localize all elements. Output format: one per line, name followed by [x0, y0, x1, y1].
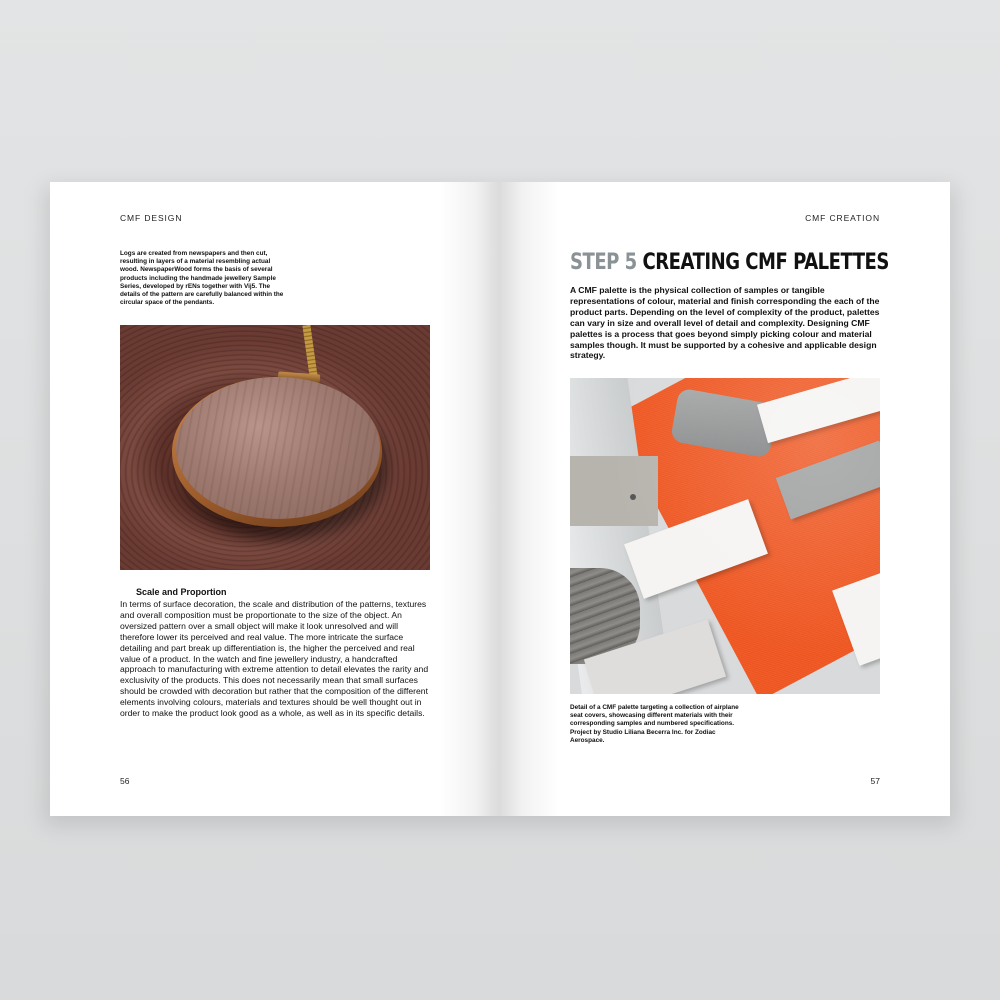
section-heading: Scale and Proportion	[136, 587, 227, 597]
left-running-head: CMF DESIGN	[120, 213, 183, 223]
photo-light	[570, 378, 880, 694]
right-gutter-shadow	[499, 182, 559, 816]
right-page	[499, 182, 950, 816]
left-page	[50, 182, 499, 816]
step-title	[570, 250, 889, 275]
pendant-photo	[120, 325, 430, 570]
palette-intro-text: A CMF palette is the physical collection of samples or tangible representations of colour, material and finish corresponding the each of the product parts. Depending on the level of complexity of the product, palettes can vary in size and overall level of detail and complexity. Designing CMF palettes is a process that goes beyond simply picking colour and material samples though. It must be supported by a cohesive and applicable design strategy.	[570, 285, 880, 361]
left-gutter-shadow	[439, 182, 499, 816]
right-running-head: CMF CREATION	[805, 213, 880, 223]
step-number: STEP 5	[570, 250, 637, 275]
pendant-caption: Logs are created from newspapers and then cut, resulting in layers of a material resembling actual wood. NewspaperWood forms the basis of several products including the handmade jewellery Sample Series, developed by rENs together with Vij5. The details of the pattern are carefully balanced within the circular space of the pendants.	[120, 250, 284, 307]
left-page-number: 56	[120, 776, 130, 786]
left-body-text: In terms of surface decoration, the scale and distribution of the patterns, textures and overall composition must be proportionate to the size of the object. An oversized pattern over a small object will make it look unresolved and will therefore lower its perceived and real value. The more intricate the surface detailing and part break up differentiation is, the higher the perceived and real value of a product. In the watch and fine jewellery industry, a handcrafted approach to manufacturing with extreme attention to detail elevates the rarity and exclusivity of the products. This does not necessarily mean that small surfaces should be crowded with decoration but rather that the composition of the different elements involving colours, materials and textures should be well thought out in order to make the product look good as a whole, as well as in its specific details.	[120, 599, 429, 719]
cmf-palette-photo	[570, 378, 880, 694]
step-title-text: CREATING CMF PALETTES	[642, 250, 889, 275]
palette-caption: Detail of a CMF palette targeting a collection of airplane seat covers, showcasing different materials with their corresponding samples and numbered specifications. Project by Studio Liliana Becerra Inc. for Zodiac Aerospace.	[570, 704, 739, 744]
pendant-face	[176, 377, 380, 519]
right-page-number: 57	[870, 776, 880, 786]
